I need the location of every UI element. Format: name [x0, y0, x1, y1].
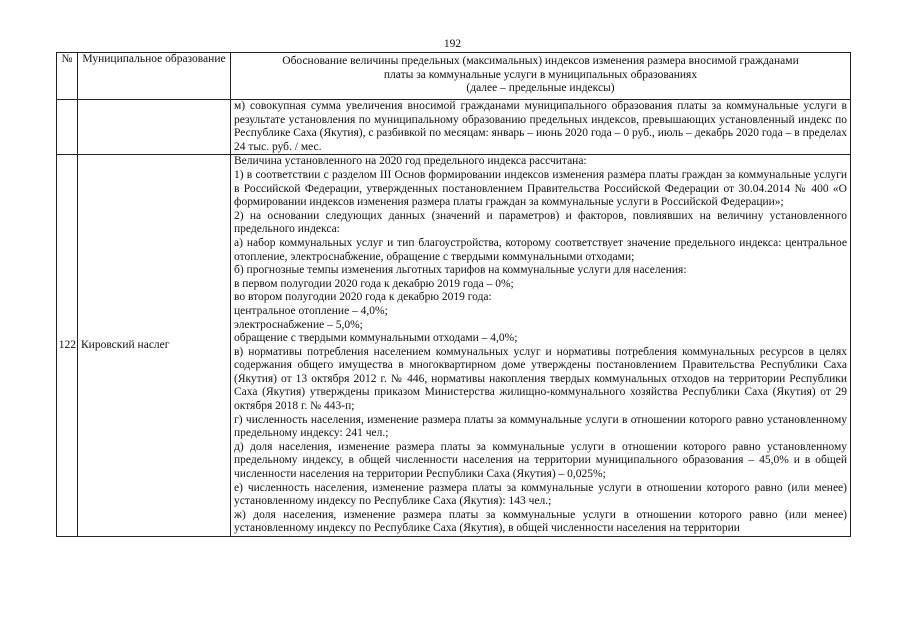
paragraph-1: 1) в соответствии с разделом III Основ формировании индексов изменения размера платы граждан за коммунальные услуги в Российской Федерации, утвержденных постановлением Правительства Российской Федерации от 30.04.2014 № 400 «О формировании индексов изменения размера платы граждан за коммунальные услуги в Российской Федерации»;: [234, 168, 847, 209]
page-number: 192: [443, 38, 462, 50]
row-municipality: Кировский наслег: [78, 155, 231, 537]
header-justification-line1: Обоснование величины предельных (максимальных) индексов изменения размера вносимой гражданами: [282, 55, 799, 67]
paragraph-intro: Величина установленного на 2020 год предельного индекса рассчитана:: [234, 155, 587, 168]
table-header-row: [57, 53, 851, 100]
header-number: №: [57, 53, 78, 100]
paragraph-2: 2) на основании следующих данных (значений и параметров) и факторов, повлиявших на величину установленного предельного индекса:: [234, 209, 847, 236]
header-municipality: Муниципальное образование: [78, 53, 231, 100]
header-justification-line2: платы за коммунальные услуги в муниципальных образованиях: [383, 68, 698, 81]
paragraph-electricity: электроснабжение – 5,0%;: [234, 318, 363, 331]
paragraph-a: а) набор коммунальных услуг и тип благоустройства, которому соответствует значение предельного индекса: центральное отопление, электроснабжение, обращение с твердыми коммунальными отходами;: [234, 236, 847, 263]
continuation-number-cell: [57, 100, 78, 155]
paragraph-g: г) численность населения, изменение размера платы за коммунальные услуги в отношении которого равно установленному предельному индексу: 241 чел.;: [234, 413, 847, 440]
paragraph-d: д) доля населения, изменение размера платы за коммунальные услуги в отношении которого равно установленному предельному индексу, в общей численности населения на территории муниципального образования – 45,0% и в общей численности населения на территории Республики Саха (Якутия) – 0,025%;: [234, 440, 847, 481]
paragraph-v: в) нормативы потребления населением коммунальных услуг и нормативы потребления коммунальных ресурсов в целях содержания общего имущества в многоквартирном доме утверждены постановлением Правительства Республики Саха (Якутия) от 13 октября 2012 г. № 446, нормативы накопления твердых коммунальных отходов на территории Республики Саха (Якутия) утверждены приказом Министерства жилищно-коммунального хозяйства Республики Саха (Якутия) от 29 октября 2018 г. № 443-п;: [234, 345, 847, 413]
header-justification: [231, 53, 851, 100]
table-row: [57, 155, 851, 537]
continuation-municipality-cell: [78, 100, 231, 155]
paragraph-b-first-half: в первом полугодии 2020 года к декабрю 2019 года – 0%;: [234, 277, 514, 290]
header-justification-line3: (далее – предельные индексы): [466, 82, 615, 95]
paragraph-zh: ж) доля населения, изменение размера платы за коммунальные услуги в отношении которого равно (или менее) установленному индексу по Республике Саха (Якутия), в общей численности населения на территории: [234, 508, 847, 535]
paragraph-waste: обращение с твердыми коммунальными отходами – 4,0%;: [234, 332, 518, 345]
continuation-text: м) совокупная сумма увеличения вносимой гражданами муниципального образования платы за коммунальные услуги в результате установления по муниципальному образованию предельных индексов, превышающих установленный индекс по Республике Саха (Якутия), с разбивкой по месяцам: январь – июнь 2020 года – 0 руб., июль – декабрь 2020 года – в пределах 24 тыс. руб. / мес.: [231, 100, 851, 155]
paragraph-b: б) прогнозные темпы изменения льготных тарифов на коммунальные услуги для населения:: [234, 264, 687, 277]
row-number: 122: [57, 155, 78, 537]
row-justification: [231, 155, 851, 537]
paragraph-b-second-half: во втором полугодии 2020 года к декабрю 2019 года:: [234, 291, 492, 304]
justification-table: [56, 52, 851, 537]
paragraph-heating: центральное отопление – 4,0%;: [234, 304, 388, 317]
paragraph-e: е) численность населения, изменение размера платы за коммунальные услуги в отношении которого равно (или менее) установленному индексу по Республике Саха (Якутия): 143 чел.;: [234, 481, 847, 508]
continuation-row: [57, 100, 851, 155]
